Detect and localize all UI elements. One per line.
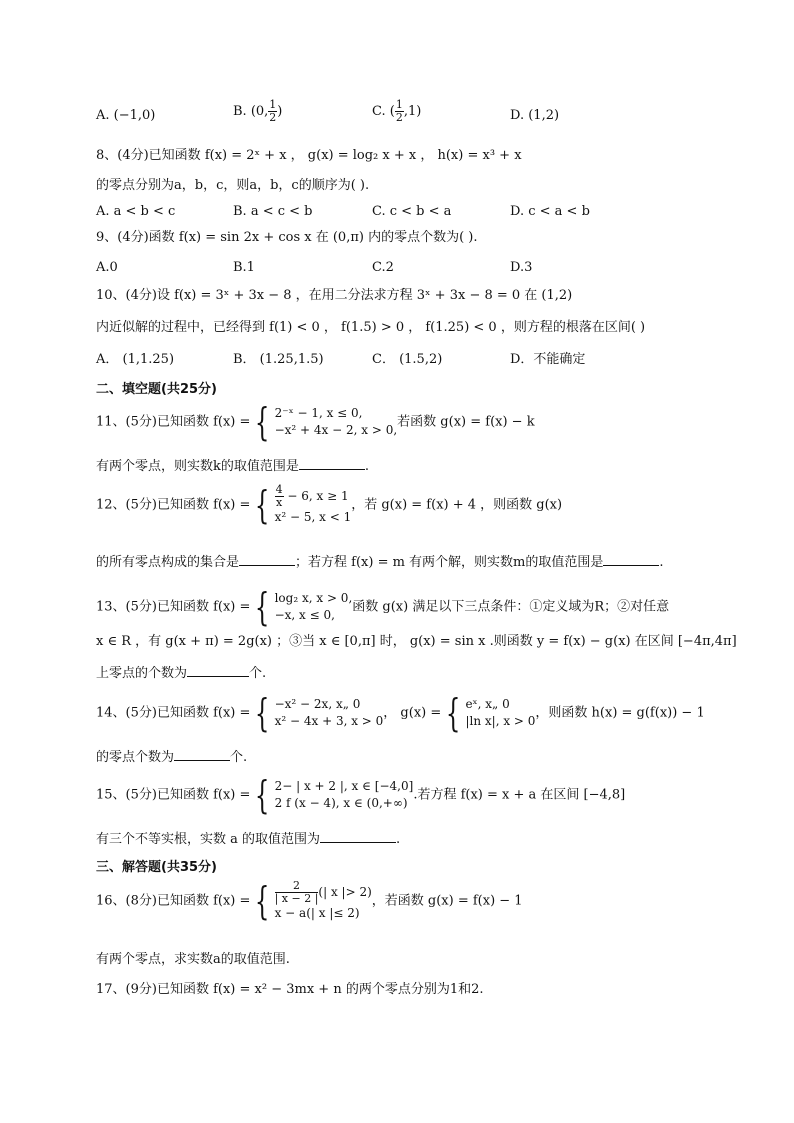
fraction: $\frac{2}{| x - 2 |}$ (274, 879, 319, 905)
brace: { (255, 483, 270, 527)
fraction: $\frac{4}{x}$ (275, 483, 283, 509)
q8-stem: 8、(4分)已知函数 f(x) = 2ˣ + x ， g(x) = log₂ x + x ， h(x) = x³ + x (96, 148, 522, 163)
q10-option-b: B． (1.25,1.5) (233, 352, 324, 367)
brace: { (255, 400, 270, 444)
q10-option-d: D．不能确定 (510, 352, 586, 367)
section-title-solutions: 三、解答题(共35分) (96, 860, 217, 875)
q8-option-c: C. c < b < a (372, 204, 452, 219)
answer-blank (187, 662, 249, 677)
piecewise-cases: 2− | x + 2 |, x ∈ [−4,0] 2 f (x − 4), x ∈ (0,+∞) (274, 779, 414, 810)
q13-stem: 13、(5分)已知函数 f(x) = { log₂ x, x > 0, −x, x ≤ 0, 函数 g(x) 满足以下三点条件：①定义域为R；②对任意 (96, 585, 670, 629)
q16-stem-2: 有两个零点，求实数a的取值范围. (96, 952, 290, 967)
piecewise-cases: eˣ, x„ 0 |ln x|, x > 0 (465, 697, 536, 728)
q12-stem: 12、(5分)已知函数 f(x) = { $\frac{4}{x}$ − 6, x ≥ 1 x² − 5, x < 1 ，若 g(x) = f(x) + 4 ，则函数 g(x) (96, 483, 563, 527)
brace: { (446, 691, 461, 735)
q13-stem-2: x ∈ R ，有 g(x + π) = 2g(x) ；③当 x ∈ [0,π] 时， g(x) = sin x .则函数 y = f(x) − g(x) 在区间 [−4π,4π] (96, 634, 737, 649)
q11-stem-2: 有两个零点，则实数k的取值范围是 . (96, 455, 734, 477)
q9-option-a: A.0 (96, 260, 118, 275)
q7-option-d: D. (1,2) (510, 108, 560, 123)
q7-option-b: B. (0, $\frac{1}{2}$ ) (233, 98, 283, 124)
q12-stem-2: 的所有零点构成的集合是 ；若方程 f(x) = m 有两个解，则实数m的取值范围是 . (96, 551, 734, 573)
q14-stem-2: 的零点个数为 个. (96, 746, 734, 768)
brace: { (255, 879, 270, 923)
q8-option-b: B. a < c < b (233, 204, 313, 219)
brace: { (255, 585, 270, 629)
q9-option-b: B.1 (233, 260, 255, 275)
q10-option-a: A． (1,1.25) (96, 352, 175, 367)
q8-option-d: D. c < a < b (510, 204, 590, 219)
q9-option-c: C.2 (372, 260, 394, 275)
piecewise-cases: $\frac{2}{| x - 2 |}$ (| x |> 2) x − a(| x |≤ 2) (274, 879, 372, 920)
section-title-fill-in: 二、填空题(共25分) (96, 382, 217, 397)
piecewise-cases: 2⁻ˣ − 1, x ≤ 0, −x² + 4x − 2, x > 0, (274, 406, 398, 437)
q15-stem-2: 有三个不等实根，实数 a 的取值范围为 . (96, 828, 734, 850)
brace: { (255, 691, 270, 735)
piecewise-cases: log₂ x, x > 0, −x, x ≤ 0, (274, 591, 353, 622)
piecewise-cases: −x² − 2x, x„ 0 x² − 4x + 3, x > 0 (274, 697, 384, 728)
q7-option-c: C. ( $\frac{1}{2}$ ,1) (372, 98, 422, 124)
q10-stem: 10、(4分)设 f(x) = 3ˣ + 3x − 8 ，在用二分法求方程 3ˣ + 3x − 8 = 0 在 (1,2) (96, 288, 573, 303)
q9-option-d: D.3 (510, 260, 533, 275)
answer-blank (603, 551, 659, 566)
q14-stem: 14、(5分)已知函数 f(x) = { −x² − 2x, x„ 0 x² − 4x + 3, x > 0 ， g(x) = { eˣ, x„ 0 |ln x|, x > 0 ，则函数 h(x) = g(f(x)) − 1 (96, 691, 705, 735)
q15-stem: 15、(5分)已知函数 f(x) = { 2− | x + 2 |, x ∈ [−4,0] 2 f (x − 4), x ∈ (0,+∞) .若方程 f(x) = x + a 在区间 [−4,8] (96, 773, 626, 817)
q16-stem: 16、(8分)已知函数 f(x) = { $\frac{2}{| x - 2 |}$ (| x |> 2) x − a(| x |≤ 2) ，若函数 g(x) = f(x) − 1 (96, 879, 523, 923)
q9-stem: 9、(4分)函数 f(x) = sin 2x + cos x 在 (0,π) 内的零点个数为( ). (96, 230, 478, 245)
q11-stem: 11、(5分)已知函数 f(x) = { 2⁻ˣ − 1, x ≤ 0, −x² + 4x − 2, x > 0, 若函数 g(x) = f(x) − k (96, 400, 535, 444)
answer-blank (320, 828, 396, 843)
answer-blank (174, 746, 230, 761)
piecewise-cases: $\frac{4}{x}$ − 6, x ≥ 1 x² − 5, x < 1 (274, 483, 352, 524)
fraction: $\frac{1}{2}$ (269, 98, 277, 124)
q17-stem: 17、(9分)已知函数 f(x) = x² − 3mx + n 的两个零点分别为1和2. (96, 982, 484, 997)
q8-option-a: A. a < b < c (96, 204, 176, 219)
fraction: $\frac{1}{2}$ (395, 98, 403, 124)
answer-blank (299, 455, 365, 470)
q10-option-c: C． (1.5,2) (372, 352, 443, 367)
brace: { (255, 773, 270, 817)
q10-stem-2: 内近似解的过程中，已经得到 f(1) < 0 ， f(1.5) > 0 ， f(1.25) < 0 ，则方程的根落在区间( ) (96, 320, 646, 335)
q13-stem-3: 上零点的个数为 个. (96, 662, 734, 684)
q8-stem-2: 的零点分别为a，b，c，则a，b，c的顺序为( ). (96, 178, 370, 193)
answer-blank (239, 551, 295, 566)
q7-option-a: A. (−1,0) (96, 108, 156, 123)
